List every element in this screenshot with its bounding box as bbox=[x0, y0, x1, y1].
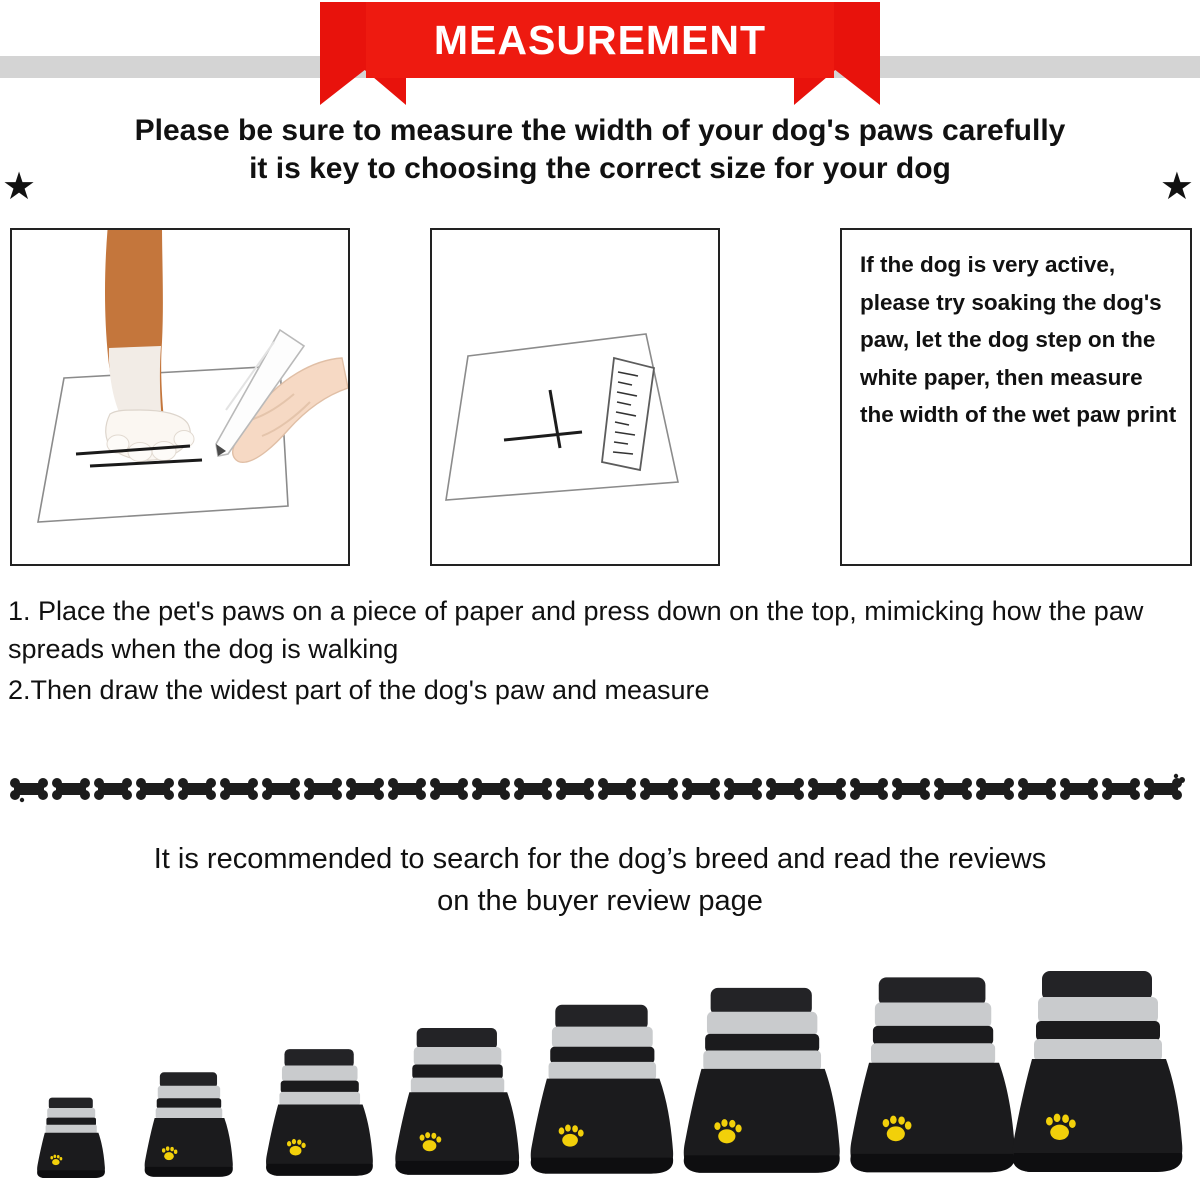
boot-size-2 bbox=[138, 1070, 242, 1182]
boot-icon bbox=[138, 1070, 242, 1182]
panel-ruler-measure bbox=[430, 228, 720, 566]
boot-size-8 bbox=[1000, 967, 1200, 1182]
ribbon-shape bbox=[320, 2, 880, 105]
boot-icon bbox=[672, 984, 856, 1182]
paw-tracing-illustration bbox=[12, 230, 348, 564]
instruction-step-1: 1. Place the pet's paws on a piece of paper and press down on the top, mimicking how the paw spreads when the dog is walking bbox=[8, 596, 1144, 665]
measurement-banner bbox=[0, 0, 1200, 108]
instruction-step-2: 2.Then draw the widest part of the dog's paw and measure bbox=[8, 674, 710, 705]
active-dog-note-text: If the dog is very active, please try soaking the dog's paw, let the dog step on the white paper, then measure the width of the wet paw print bbox=[860, 252, 1177, 428]
boot-icon bbox=[520, 1001, 688, 1182]
measurement-instructions bbox=[8, 592, 1198, 711]
banner-title: MEASUREMENT bbox=[433, 16, 767, 63]
illustration-panels bbox=[10, 228, 1192, 568]
boot-icon bbox=[258, 1047, 384, 1182]
ruler-measuring-illustration bbox=[432, 230, 718, 564]
star-icon-right: ★ bbox=[1159, 166, 1194, 208]
panel-paw-tracing bbox=[10, 228, 350, 566]
recommendation-line-2: on the buyer review page bbox=[437, 885, 763, 918]
boot-size-3 bbox=[258, 1047, 384, 1182]
boot-size-1 bbox=[32, 1096, 112, 1182]
bone-divider-graphic bbox=[10, 772, 1190, 806]
boot-size-4 bbox=[386, 1025, 532, 1182]
panel-active-dog-note bbox=[840, 228, 1192, 566]
dog-boot-size-lineup bbox=[0, 960, 1200, 1190]
recommendation-line-1: It is recommended to search for the dog’s breed and read the reviews bbox=[153, 843, 1047, 875]
recommendation-text bbox=[0, 838, 1200, 922]
boot-size-5 bbox=[520, 1001, 688, 1182]
star-icon-left: ★ bbox=[2, 166, 37, 208]
boot-size-6 bbox=[672, 984, 856, 1182]
boot-icon bbox=[1000, 967, 1200, 1182]
boot-icon bbox=[32, 1096, 112, 1182]
bone-pattern-divider bbox=[10, 772, 1190, 806]
headline-line-1: Please be sure to measure the width of your dog's paws carefully bbox=[134, 114, 1066, 147]
boot-icon bbox=[386, 1025, 532, 1182]
headline-line-2: it is key to choosing the correct size for your dog bbox=[249, 152, 951, 186]
page-headline bbox=[0, 112, 1200, 189]
